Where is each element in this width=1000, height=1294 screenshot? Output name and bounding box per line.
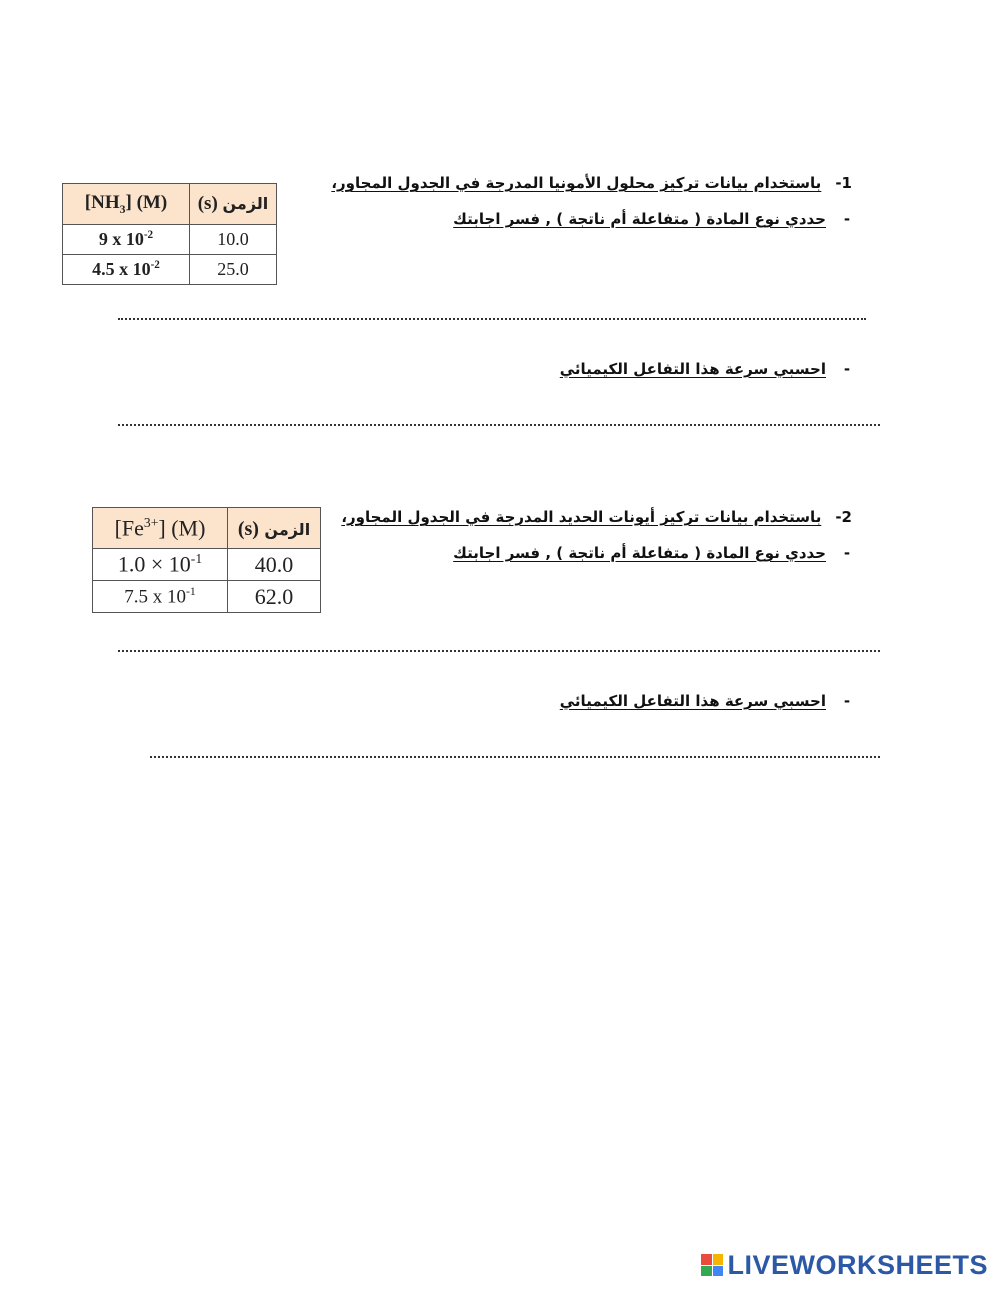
table-row	[93, 549, 321, 581]
table-header-row	[63, 184, 277, 225]
question-2-part-a: -حددي نوع المادة ( متفاعلة أم ناتجة ) , فسر اجابتك	[453, 544, 860, 562]
time-cell: 40.0	[228, 549, 321, 581]
bullet-dash: -	[843, 360, 851, 378]
concentration-cell: 9 x $10^{-2}$	[63, 225, 190, 255]
iron-ion-table	[92, 507, 321, 613]
table-row	[93, 581, 321, 613]
concentration-cell: 7.5 x $10^{-1}$	[93, 581, 228, 613]
table-header-row	[93, 508, 321, 549]
time-header: (s) الزمن	[190, 184, 277, 225]
table-row	[63, 255, 277, 285]
concentration-cell: 4.5 x $10^{-2}$	[63, 255, 190, 285]
question-2-part-b: -احسبي سرعة هذا التفاعل الكيميائي	[560, 692, 860, 710]
concentration-header: $[NH_3]$ (M)	[63, 184, 190, 225]
liveworksheets-logo	[701, 1250, 988, 1280]
liveworksheets-logo-icon	[701, 1254, 723, 1276]
bullet-dash: -	[843, 210, 851, 228]
question-1-prompt: -1باستخدام بيانات تركيز محلول الأمونيا المدرجة في الجدول المجاور،	[331, 174, 852, 192]
question-1-part-a: -حددي نوع المادة ( متفاعلة أم ناتجة ) , فسر اجابتك	[453, 210, 860, 228]
bullet-dash: -	[843, 692, 851, 710]
answer-line-1a[interactable]	[118, 318, 866, 320]
question-2-prompt: -2باستخدام بيانات تركيز أيونات الحديد المدرجة في الجدول المجاور،	[341, 508, 852, 526]
question-2-number: -2	[835, 508, 852, 526]
time-cell: 62.0	[228, 581, 321, 613]
concentration-cell: $1.0 \times 10^{-1}$	[93, 549, 228, 581]
answer-line-1b[interactable]	[118, 424, 880, 426]
bullet-dash: -	[843, 544, 851, 562]
time-cell: 25.0	[190, 255, 277, 285]
time-cell: 10.0	[190, 225, 277, 255]
answer-line-2b[interactable]	[150, 756, 880, 758]
question-1-part-b: -احسبي سرعة هذا التفاعل الكيميائي	[560, 360, 860, 378]
brand-name: LIVEWORKSHEETS	[727, 1249, 988, 1280]
concentration-header: $[Fe^{3+}]$ (M)	[93, 508, 228, 549]
answer-line-2a[interactable]	[118, 650, 880, 652]
time-header: (s) الزمن	[228, 508, 321, 549]
ammonia-table	[62, 183, 277, 285]
question-1-number: -1	[835, 174, 852, 192]
table-row	[63, 225, 277, 255]
